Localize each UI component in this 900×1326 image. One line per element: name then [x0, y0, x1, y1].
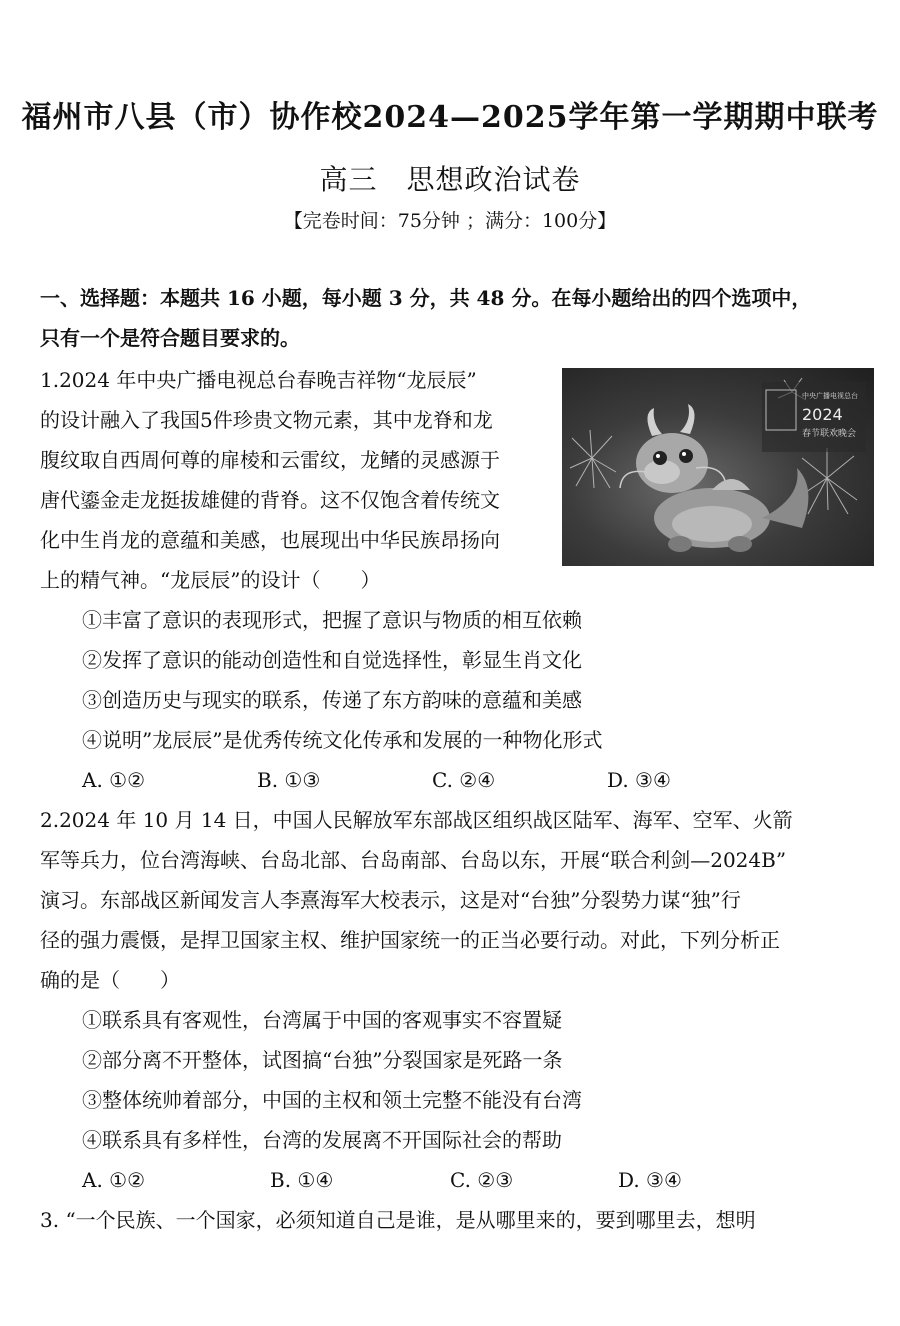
- q2-choices: [82, 1165, 842, 1195]
- q1-option: ③创造历史与现实的联系，传递了东方韵味的意蕴和美感: [82, 688, 582, 712]
- logo-text: 春节联欢晚会: [802, 429, 857, 439]
- choice-b: B. ①④: [270, 1168, 334, 1192]
- choice-c: C. ②③: [450, 1168, 514, 1192]
- q2-option: ③整体统帅着部分，中国的主权和领土完整不能没有台湾: [82, 1088, 582, 1112]
- q1-line: 上的精气神。“龙辰辰”的设计（ ）: [40, 568, 381, 592]
- exam-title: 福州市八县（市）协作校2024—2025学年第一学期期中联考: [21, 100, 879, 135]
- q2-option: ④联系具有多样性，台湾的发展离不开国际社会的帮助: [82, 1128, 562, 1152]
- q1-line: 腹纹取自西周何尊的扉棱和云雷纹，龙鳍的灵感源于: [40, 448, 500, 472]
- q2-line: 确的是（ ）: [40, 968, 180, 992]
- q2-line: 军等兵力，位台湾海峡、台岛北部、台岛南部、台岛以东，开展“联合利剑—2024B”: [40, 848, 787, 872]
- q1-option: ④说明”龙辰辰”是优秀传统文化传承和发展的一种物化形式: [82, 728, 603, 752]
- choice-a: A. ①②: [82, 768, 146, 792]
- q1-option: ①丰富了意识的表现形式，把握了意识与物质的相互依赖: [82, 608, 582, 632]
- q2-line: 径的强力震慑，是捍卫国家主权、维护国家统一的正当必要行动。对此，下列分析正: [40, 928, 780, 952]
- logo-text: 中央广播电视总台: [802, 392, 858, 400]
- q2-option: ②部分离不开整体，试图搞“台独”分裂国家是死路一条: [82, 1048, 563, 1072]
- choice-c: C. ②④: [432, 768, 496, 792]
- q1-line: 化中生肖龙的意蕴和美感，也展现出中华民族昂扬向: [40, 528, 500, 552]
- exam-meta: 【完卷时间：75分钟 ；满分：100分】: [283, 210, 617, 232]
- choice-a: A. ①②: [82, 1168, 146, 1192]
- q2-line: 2.2024 年 10 月 14 日，中国人民解放军东部战区组织战区陆军、海军、空军、火箭: [40, 808, 793, 832]
- q1-line: 的设计融入了我国5件珍贵文物元素，其中龙脊和龙: [40, 408, 493, 432]
- q2-option: ①联系具有客观性，台湾属于中国的客观事实不容置疑: [82, 1008, 562, 1032]
- dragon-mascot-image: [562, 368, 874, 566]
- choice-d: D. ③④: [607, 768, 671, 792]
- q1-option: ②发挥了意识的能动创造性和自觉选择性，彰显生肖文化: [82, 648, 582, 672]
- exam-subtitle: 高三 思想政治试卷: [319, 163, 581, 196]
- choice-d: D. ③④: [618, 1168, 682, 1192]
- dragon-illustration: [562, 368, 874, 566]
- section-line: 只有一个是符合题目要求的。: [40, 326, 300, 350]
- choice-b: B. ①③: [257, 768, 321, 792]
- q1-choices: [82, 765, 842, 795]
- q1-line: 1.2024 年中央广播电视总台春晚吉祥物“龙辰辰”: [40, 368, 477, 392]
- logo-year: 2024: [802, 405, 843, 424]
- q1-line: 唐代鎏金走龙挺拔雄健的背脊。这不仅饱含着传统文: [40, 488, 500, 512]
- section-instructions: [40, 278, 870, 358]
- q3-line: 3. “一个民族、一个国家，必须知道自己是谁，是从哪里来的，要到哪里去，想明: [40, 1208, 756, 1232]
- section-line: 一、选择题：本题共 16 小题，每小题 3 分，共 48 分。在每小题给出的四个选项中，: [40, 286, 812, 310]
- q2-line: 演习。东部战区新闻发言人李熹海军大校表示，这是对“台独”分裂势力谋“独”行: [40, 888, 741, 912]
